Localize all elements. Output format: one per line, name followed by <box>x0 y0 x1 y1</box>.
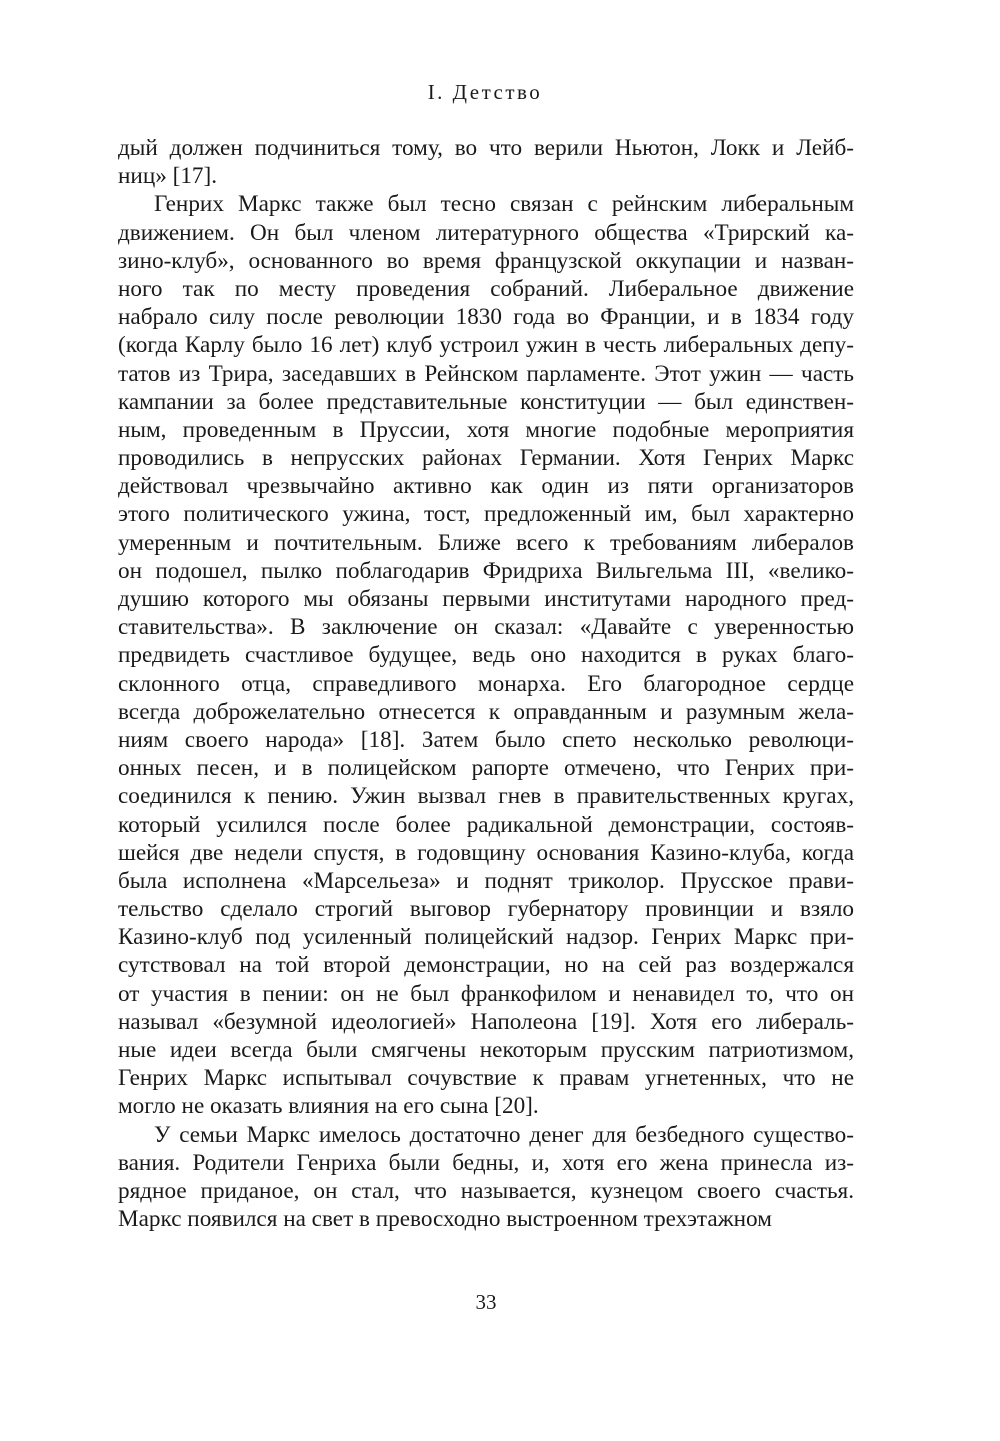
text-line: ным, проведенным в Пруссии, хотя многие подобные мероприятия <box>118 416 854 443</box>
text-line: онных песен, и в полицейском рапорте отмечено, что Генрих при- <box>118 755 854 782</box>
paragraph <box>118 134 854 190</box>
text-line: он подошел, пылко поблагодарив Фридриха Вильгельма III, «велико- <box>118 557 854 584</box>
text-line: шейся две недели спустя, в годовщину основания Казино-клуба, когда <box>118 839 854 866</box>
text-line: склонного отца, справедливого монарха. Его благородное сердце <box>118 670 854 697</box>
text-line: сутствовал на той второй демонстрации, но на сей раз воздержался <box>118 952 854 979</box>
text-line: Казино-клуб под усиленный полицейский надзор. Генрих Маркс при- <box>118 924 854 951</box>
paragraph <box>118 1121 854 1234</box>
paragraph <box>118 190 854 1120</box>
text-line: могло не оказать влияния на его сына [20]. <box>118 1093 539 1120</box>
text-line: (когда Карлу было 16 лет) клуб устроил ужин в честь либеральных депу- <box>118 332 854 359</box>
text-line: ставительства». В заключение он сказал: «Давайте с уверенностью <box>118 614 854 641</box>
text-line: была исполнена «Марсельеза» и поднят триколор. Прусское прави- <box>118 867 854 894</box>
text-line: называл «безумной идеологией» Наполеона [19]. Хотя его либераль- <box>118 1008 854 1035</box>
text-line: ниям своего народа» [18]. Затем было спето несколько революци- <box>118 726 854 753</box>
text-line: действовал чрезвычайно активно как один из пяти организаторов <box>118 473 854 500</box>
text-line: ниц» [17]. <box>118 163 218 190</box>
text-line: проводились в непрусских районах Германии. Хотя Генрих Маркс <box>118 445 854 472</box>
text-line: предвидеть счастливое будущее, ведь оно находится в руках благо- <box>118 642 854 669</box>
text-line: который усилился после более радикальной демонстрации, состояв- <box>118 811 854 838</box>
text-line: соединился к пению. Ужин вызвал гнев в правительственных кругах, <box>118 783 854 810</box>
text-line: душию которого мы обязаны первыми институтами народного пред- <box>118 586 854 612</box>
text-line: Генрих Маркс испытывал сочувствие к правам угнетенных, что не <box>118 1065 854 1092</box>
text-line: ные идеи всегда были смягчены некоторым прусским патриотизмом, <box>118 1037 854 1063</box>
text-line: от участия в пении: он не был франкофилом и ненавидел то, что он <box>118 980 854 1007</box>
text-line: Генрих Маркс также был тесно связан с рейнским либеральным <box>154 191 854 218</box>
text-line: дый должен подчиниться тому, во что верили Ньютон, Локк и Лейб- <box>118 135 854 161</box>
page-number: 33 <box>475 1290 497 1314</box>
text-line: набрало силу после революции 1830 года во Франции, и в 1834 году <box>118 304 854 331</box>
text-line: рядное приданое, он стал, что называется, кузнецом своего счастья. <box>118 1177 854 1204</box>
body-text <box>118 134 854 1233</box>
text-line: умеренным и почтительным. Ближе всего к требованиям либералов <box>118 529 854 556</box>
text-line: татов из Трира, заседавших в Рейнском парламенте. Этот ужин — часть <box>118 360 854 387</box>
text-line: этого политического ужина, тост, предложенный им, был характерно <box>118 501 854 528</box>
text-line: зино-клуб», основанного во время французской оккупации и назван- <box>118 247 854 274</box>
text-line: Маркс появился на свет в превосходно выстроенном трехэтажном <box>118 1206 772 1233</box>
text-line: кампании за более представительные конституции — был единствен- <box>118 388 854 415</box>
text-line: У семьи Маркс имелось достаточно денег для безбедного существо- <box>154 1121 854 1148</box>
text-line: движением. Он был членом литературного общества «Трирский ка- <box>118 219 854 246</box>
text-line: ного так по месту проведения собраний. Либеральное движение <box>118 275 854 302</box>
text-line: тельство сделало строгий выговор губернатору провинции и взяло <box>118 896 854 923</box>
text-line: всегда доброжелательно отнесется к оправданным и разумным жела- <box>118 698 854 725</box>
text-line: вания. Родители Генриха были бедны, и, хотя его жена принесла из- <box>118 1149 854 1176</box>
running-head: I. Детство <box>427 80 543 104</box>
